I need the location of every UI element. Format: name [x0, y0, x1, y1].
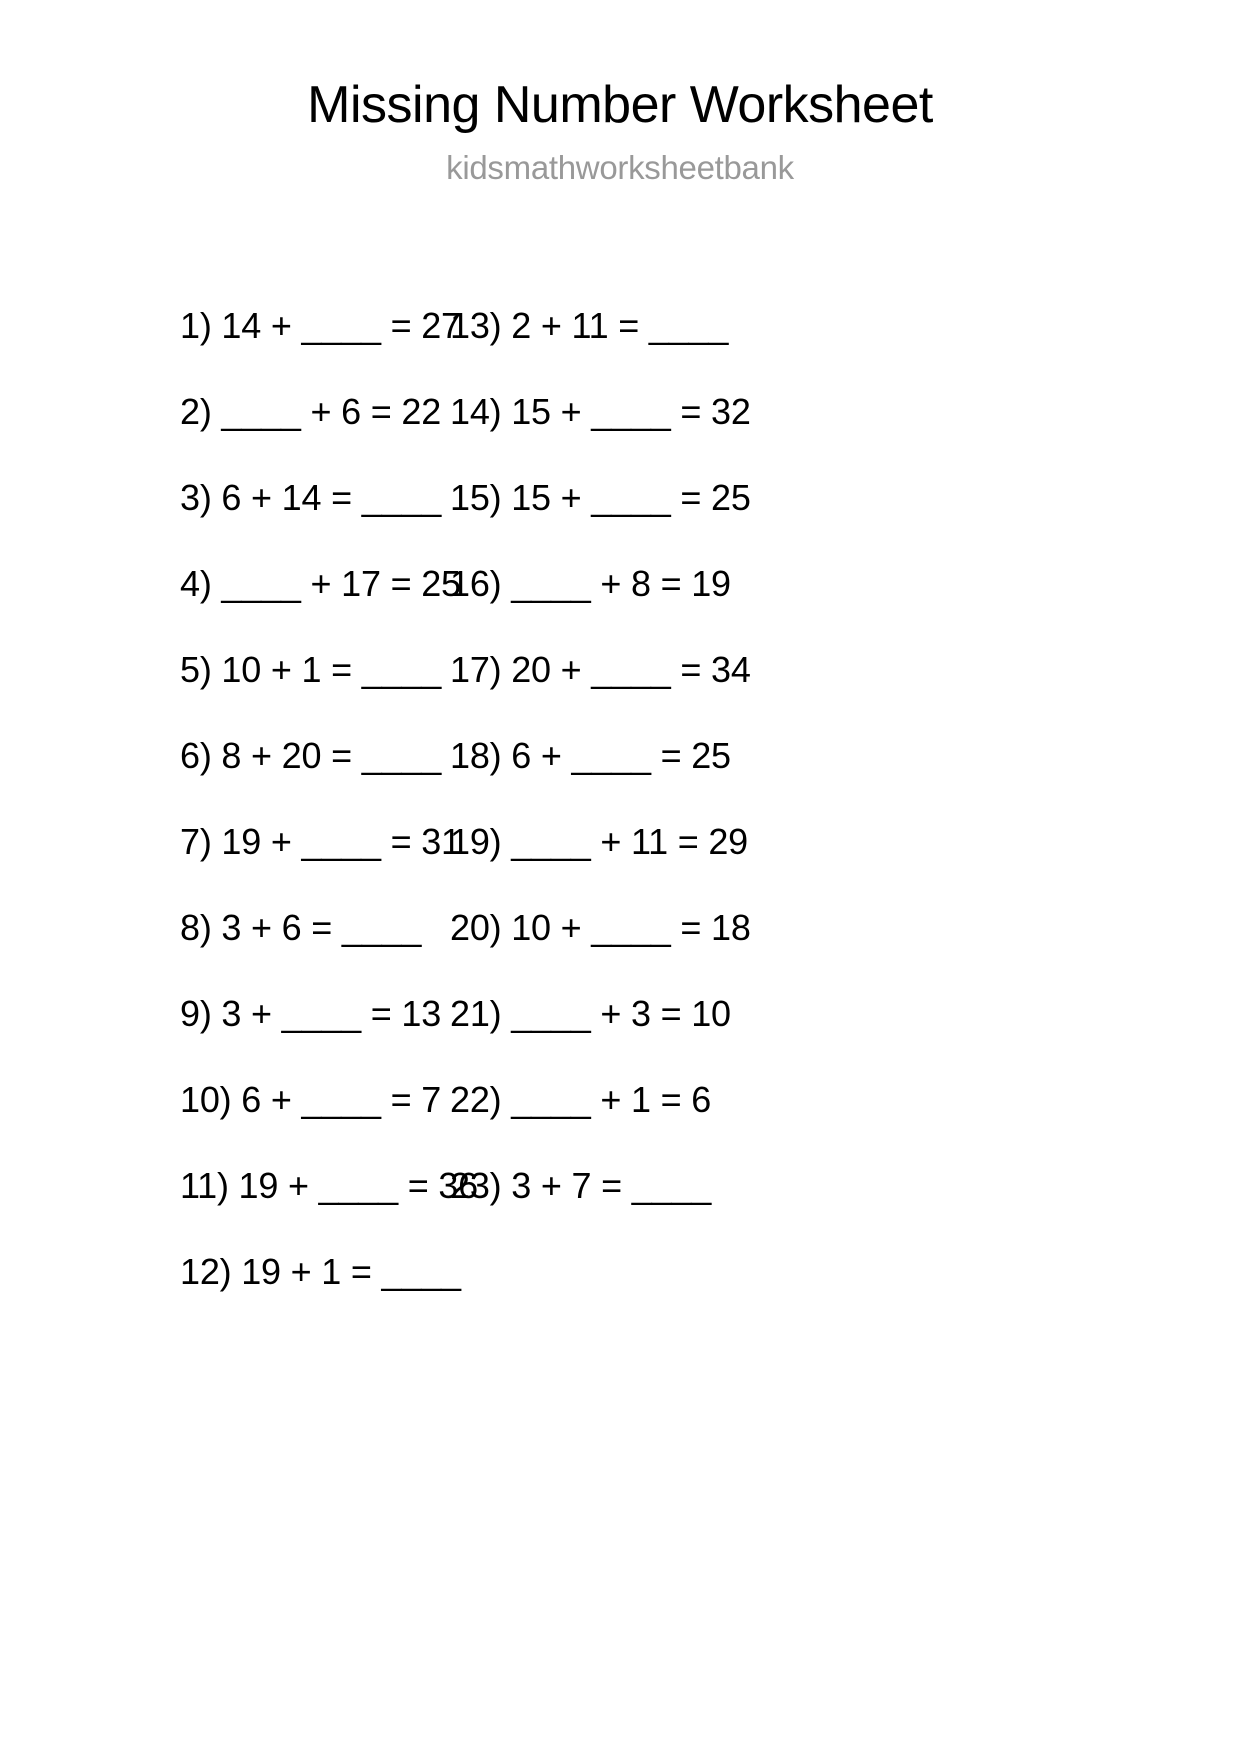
problem-row [180, 1079, 450, 1165]
problem-row [180, 1251, 461, 1337]
problem-row [180, 821, 461, 907]
problem-row [450, 305, 1070, 391]
problem-column-left [0, 305, 478, 1337]
problem-text-3: 3) 6 + 14 = ____ [180, 477, 442, 518]
problem-text-12: 12) 19 + 1 = ____ [180, 1251, 461, 1292]
problem-row [180, 391, 450, 477]
problem-row [180, 477, 450, 563]
problem-list [0, 305, 1240, 1337]
problem-row [450, 649, 1070, 735]
problem-text-14: 14) 15 + ____ = 32 [450, 391, 751, 432]
problem-text-13: 13) 2 + 11 = ____ [450, 305, 729, 346]
problem-text-15: 15) 15 + ____ = 25 [450, 477, 751, 518]
problem-text-17: 17) 20 + ____ = 34 [450, 649, 751, 690]
problem-row [450, 1165, 1070, 1251]
problem-row [450, 993, 1070, 1079]
problem-row [180, 907, 450, 993]
problem-text-20: 20) 10 + ____ = 18 [450, 907, 751, 948]
problem-text-22: 22) ____ + 1 = 6 [450, 1079, 712, 1120]
problem-text-11: 11) 19 + ____ = 36 [180, 1165, 478, 1206]
problem-row [180, 563, 461, 649]
problem-text-10: 10) 6 + ____ = 7 [180, 1079, 442, 1120]
problem-text-1: 1) 14 + ____ = 27 [180, 305, 461, 346]
problem-text-9: 9) 3 + ____ = 13 [180, 993, 442, 1034]
problem-row [180, 1165, 478, 1251]
problem-text-21: 21) ____ + 3 = 10 [450, 993, 731, 1034]
problem-row [180, 649, 450, 735]
problem-text-18: 18) 6 + ____ = 25 [450, 735, 731, 776]
problem-row [450, 907, 1070, 993]
problem-text-8: 8) 3 + 6 = ____ [180, 907, 422, 948]
problem-text-2: 2) ____ + 6 = 22 [180, 391, 442, 432]
problem-row [450, 477, 1070, 563]
problem-text-19: 19) ____ + 11 = 29 [450, 821, 748, 862]
worksheet-header [0, 0, 1240, 188]
problem-row [450, 391, 1070, 477]
problem-row [450, 735, 1070, 821]
problem-row [180, 993, 450, 1079]
problem-text-6: 6) 8 + 20 = ____ [180, 735, 442, 776]
problem-text-16: 16) ____ + 8 = 19 [450, 563, 731, 604]
page-title: Missing Number Worksheet [307, 76, 933, 134]
problem-row [450, 821, 1070, 907]
problem-text-4: 4) ____ + 17 = 25 [180, 563, 461, 604]
problem-column-right [450, 305, 1070, 1337]
problem-row [450, 563, 1070, 649]
problem-row [180, 735, 450, 821]
problem-row [180, 305, 461, 391]
page-subtitle: kidsmathworksheetbank [446, 149, 794, 186]
problem-text-23: 23) 3 + 7 = ____ [450, 1165, 712, 1206]
problem-text-5: 5) 10 + 1 = ____ [180, 649, 442, 690]
problem-row [450, 1079, 1070, 1165]
problem-text-7: 7) 19 + ____ = 31 [180, 821, 461, 862]
